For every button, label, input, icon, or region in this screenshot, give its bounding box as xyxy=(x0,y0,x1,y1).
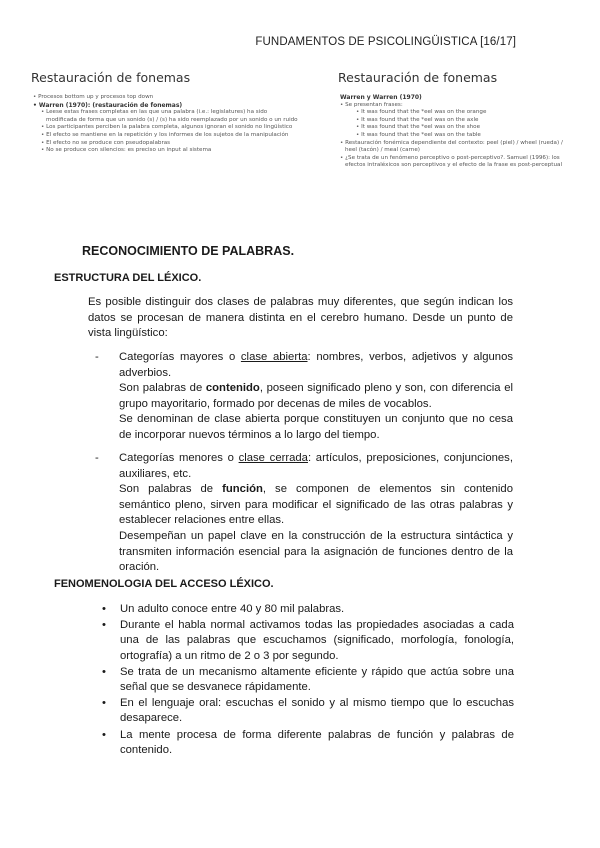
slide-bullet: • Se presentan frases: xyxy=(340,101,403,108)
clase-cerrada-explanation: Desempeñan un papel clave en la construcción de la estructura sintáctica y transmiten información esencial para la asignación de funciones dentro de la oración. xyxy=(119,529,513,574)
clase-abierta-explanation: Se denominan de clase abierta porque constituyen un conjunto que no cesa de incorporar nuevos términos a lo largo del tiempo. xyxy=(119,413,513,441)
slide-bullet: • El efecto se mantiene en la repetición y los informes de los sujetos de la manipulación xyxy=(41,131,289,138)
slide-bullet: • It was found that the *eel was on the table xyxy=(356,131,481,138)
list-item: • Un adulto conoce entre 40 y 80 mil palabras. xyxy=(102,603,345,615)
dash-marker: - xyxy=(95,452,99,464)
clase-cerrada-block xyxy=(95,451,514,576)
list-item: • La mente procesa de forma diferente palabras de función y palabras de contenido. xyxy=(102,728,514,756)
slide-bullet: • It was found that the *eel was on the orange xyxy=(356,109,487,116)
term-contenido: contenido xyxy=(205,382,260,395)
term-funcion: función xyxy=(222,483,263,496)
slide-bullet: • It was found that the *eel was on the shoe xyxy=(356,124,481,131)
heading-fenomenologia: FENOMENOLOGIA DEL ACCESO LÉXICO. xyxy=(54,578,274,590)
list-item: • Se trata de un mecanismo altamente eficiente y rápido que actúa sobre una señal que se desvanece rápidamente. xyxy=(102,665,514,694)
slide-bullet: • No se produce con silencios: es preciso un input al sistema xyxy=(41,147,212,154)
slide-bullet: • Leese estas frases completas en las que una palabra (i.e.: legislatures) ha sido modificada de forma que un sonido (s) / (s) ha sido reemplazado por un sonido o un ruido xyxy=(41,109,298,123)
dash-marker: - xyxy=(95,351,99,363)
slide-bullet-list xyxy=(338,94,576,170)
slide-thumbnail-left xyxy=(31,70,299,155)
heading-estructura-lexico: ESTRUCTURA DEL LÉXICO. xyxy=(54,272,202,284)
slide-title: Restauración de fonemas xyxy=(31,70,191,85)
section-title: RECONOCIMIENTO DE PALABRAS. xyxy=(82,244,295,258)
list-item: • En el lenguaje oral: escuchas el sonido y al mismo tiempo que lo escuchas desaparece. xyxy=(102,697,514,725)
slide-bullet: • It was found that the *eel was on the axle xyxy=(356,116,479,123)
running-header: FUNDAMENTOS DE PSICOLINGÜISTICA [16/17] xyxy=(255,36,516,48)
slide-title: Restauración de fonemas xyxy=(338,70,498,85)
slide-bullet: • Warren (1970): (restauración de fonemas) xyxy=(33,101,183,109)
list-item: • Durante el habla normal activamos todas las propiedades asociadas a cada una de las palabras que escuchamos (significado, morfología, fonología, ortografía) a un ritmo de 2 o 3 por segundo. xyxy=(102,619,514,662)
fenomenologia-bullet-list xyxy=(96,602,514,759)
slide-bullet-list xyxy=(31,94,299,155)
clase-cerrada-definition: Categorías menores o clase cerrada: artículos, preposiciones, conjunciones, auxiliares, etc. xyxy=(119,452,513,480)
clase-cerrada-funcion: Son palabras de función, se componen de elementos sin contenido semántico pleno, sirven para modificar el significado de las otras palabras y establecer relaciones entre ellas. xyxy=(119,483,514,527)
term-clase-cerrada: clase cerrada xyxy=(238,452,308,464)
slide-bullet: • Procesos bottom up y procesos top down xyxy=(33,94,154,100)
slide-thumbnail-right xyxy=(338,70,576,170)
clase-abierta-block xyxy=(95,350,513,444)
intro-paragraph: Es posible distinguir dos clases de palabras muy diferentes, que según indican los datos se procesan de manera distinta en el cerebro humano. Desde un punto de vista lingüístico: xyxy=(88,296,513,340)
term-clase-abierta: clase abierta xyxy=(240,351,308,363)
slide-bullet: • Los participantes perciben la palabra completa, algunos ignoran el sonido no lingüístico xyxy=(41,124,293,131)
clase-abierta-contenido: Son palabras de contenido, poseen significado pleno y son, con diferencia el grupo mayoritario, formado por decenas de miles de vocablos. xyxy=(119,382,513,410)
slide-bullet: • ¿Se trata de un fenómeno perceptivo o post-perceptivo?. Samuel (1996): los efectos intraléxicos son perceptivos y el efecto de la frase es post-perceptual xyxy=(340,154,563,169)
slide-bullet: • El efecto no se produce con pseudopalabras xyxy=(41,139,171,146)
slide-bullet: Warren y Warren (1970) xyxy=(340,94,422,101)
slide-bullet: • Restauración fonémica dependiente del contexto: peel (piel) / wheel (rueda) / heel (tacón) / meal (carne) xyxy=(340,139,563,154)
clase-abierta-definition: Categorías mayores o clase abierta: nombres, verbos, adjetivos y algunos adverbios. xyxy=(119,351,513,379)
